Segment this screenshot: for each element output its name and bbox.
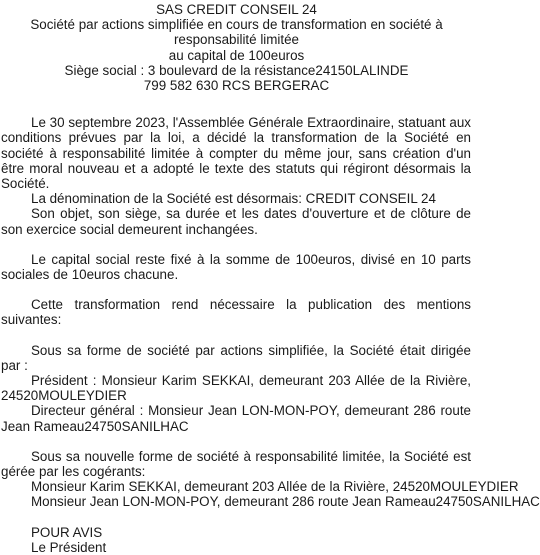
capital-paragraph: Le capital social reste fixé à la somme de 100euros, divisé en 10 parts sociales de 10euros chacune. — [1, 251, 471, 283]
decision-paragraph: Le 30 septembre 2023, l'Assemblée Générale Extraordinaire, statuant aux conditions prévues par la loi, a décidé la transformation de la Société en société à responsabilité limitée à compter du même jour, sans création d'un être moral nouveau et a adopté le texte des statuts qui régiront désormais la Société. — [1, 115, 471, 192]
co-manager-2: Monsieur Jean LON-MON-POY, demeurant 286 route Jean Rameau24750SANILHAC — [31, 494, 540, 510]
for-notice: POUR AVIS — [31, 524, 103, 540]
rcs-number: 799 582 630 RCS BERGERAC — [143, 78, 330, 94]
notice-header — [0, 2, 473, 93]
company-form-continued: responsabilité limitée — [173, 32, 300, 48]
former-management-intro: Sous sa forme de société par actions simplifiée, la Société était dirigée par : — [1, 342, 471, 373]
new-name-paragraph: La dénomination de la Société est désormais: CREDIT CONSEIL 24 — [31, 191, 436, 207]
signatory: Le Président — [31, 539, 107, 555]
registered-office: Siège social : 3 boulevard de la résistance24150LALINDE — [64, 62, 409, 78]
company-name: SAS CREDIT CONSEIL 24 — [156, 2, 317, 17]
unchanged-paragraph: Son objet, son siège, sa durée et les dates d'ouverture et de clôture de son exercice social demeurent inchangées. — [1, 206, 471, 237]
former-general-director: Directeur général : Monsieur Jean LON-MON-POY, demeurant 286 route Jean Rameau24750SANILHAC — [1, 403, 471, 434]
former-president: Président : Monsieur Karim SEKKAI, demeurant 203 Allée de la Rivière, 24520MOULEYDIER — [1, 373, 471, 404]
new-management-intro: Sous sa nouvelle forme de société à responsabilité limitée, la Société est gérée par les cogérants: — [1, 448, 471, 480]
co-manager-1: Monsieur Karim SEKKAI, demeurant 203 Allée de la Rivière, 24520MOULEYDIER — [31, 479, 519, 495]
share-capital: au capital de 100euros — [168, 47, 305, 63]
publication-paragraph: Cette transformation rend nécessaire la publication des mentions suivantes: — [1, 297, 471, 328]
company-form: Société par actions simplifiée en cours de transformation en société à — [30, 17, 443, 33]
